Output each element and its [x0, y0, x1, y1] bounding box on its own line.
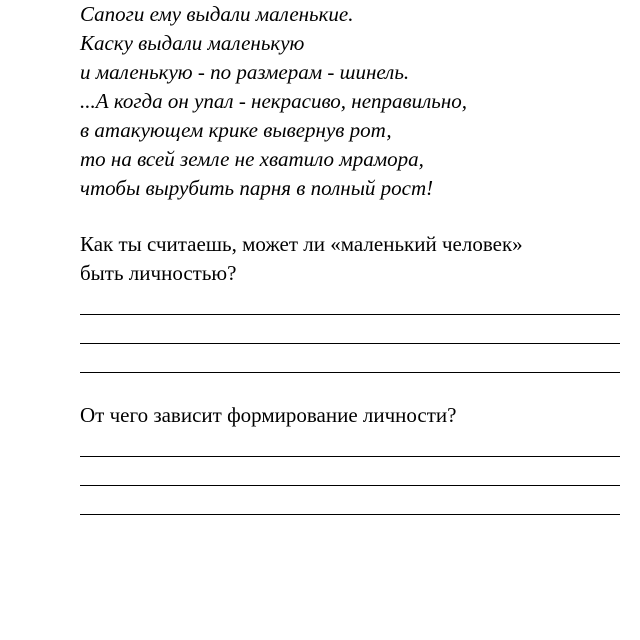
answer-line-2-3[interactable] — [80, 514, 620, 515]
question-1-line-2: быть личностью? — [80, 261, 237, 285]
answer-line-2-2[interactable] — [80, 485, 620, 486]
question-2-line-1: От чего зависит формирование личности? — [80, 403, 457, 427]
poem-line-1: Сапоги ему выдали маленькие. — [80, 2, 354, 26]
poem-excerpt — [80, 0, 620, 203]
poem-line-3: и маленькую - по размерам - шинель. — [80, 60, 410, 84]
poem-line-7: чтобы вырубить парня в полный рост! — [80, 176, 434, 200]
answer-line-1-2[interactable] — [80, 343, 620, 344]
answer-line-2-1[interactable] — [80, 456, 620, 457]
question-1 — [80, 230, 620, 288]
poem-line-4: ...А когда он упал - некрасиво, неправильно, — [80, 89, 468, 113]
poem-line-6: то на всей земле не хватило мрамора, — [80, 147, 424, 171]
poem-line-5: в атакующем крике вывернув рот, — [80, 118, 392, 142]
answer-line-1-3[interactable] — [80, 372, 620, 373]
answer-line-1-1[interactable] — [80, 314, 620, 315]
question-2 — [80, 401, 620, 430]
poem-line-2: Каску выдали маленькую — [80, 31, 305, 55]
question-1-line-1: Как ты считаешь, может ли «маленький человек» — [80, 232, 523, 256]
